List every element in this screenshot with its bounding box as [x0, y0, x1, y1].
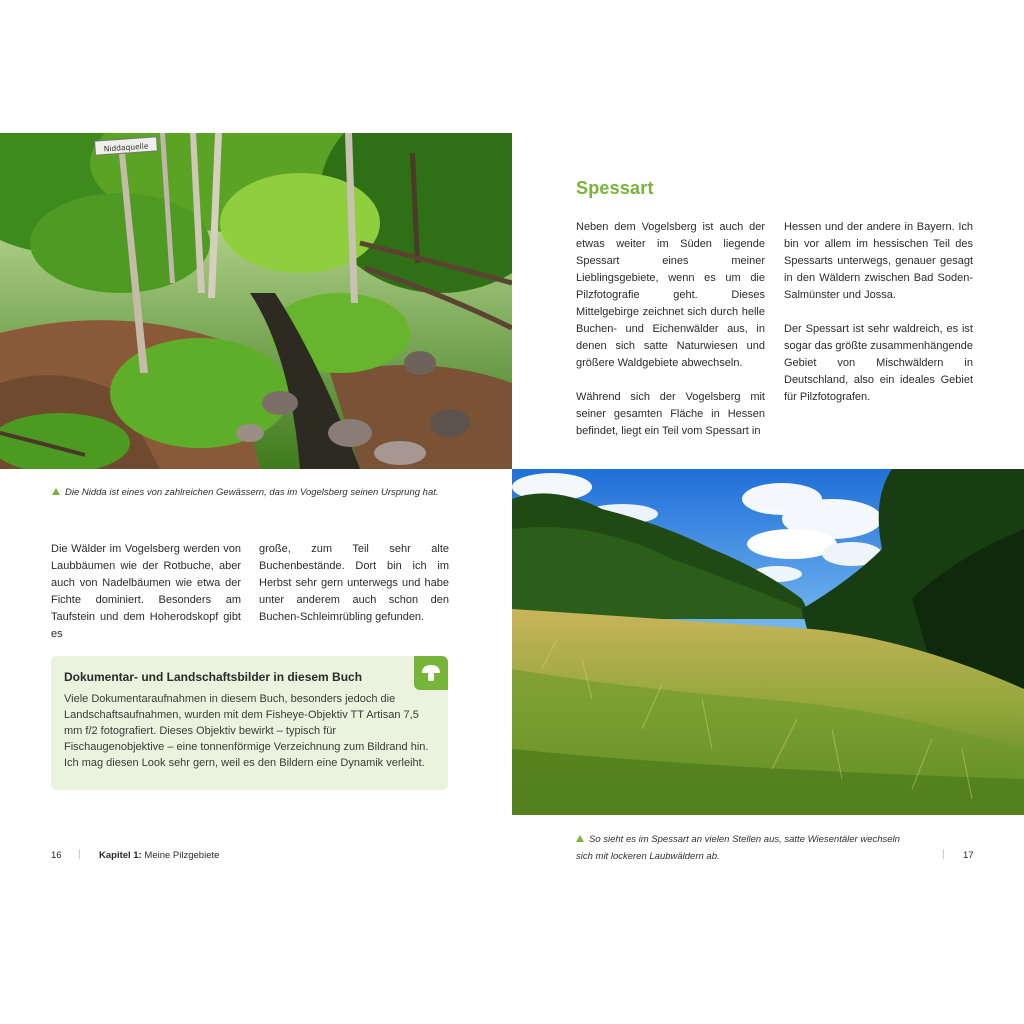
paragraph: Der Spessart ist sehr waldreich, es ist sogar das größte zusammenhängende Gebiet von Mischwäldern in Deutschland, also ein ideales Gebiet für Pilzfotografen. [784, 323, 973, 403]
paragraph: Neben dem Vogelsberg ist auch der etwas weiter im Süden liegende Spessart eines meiner Lieblingsgebiete, wenn es um die Pilzfotografie geht. Dieses Mittelgebirge zeichnet sich durch helle Buchen- und Eichenwälder aus, in denen sich satte Naturwiesen und größere Waldgebiete abwechseln. [576, 221, 765, 369]
chapter-title: Meine Pilzgebiete [144, 850, 220, 861]
paragraph: Die Wälder im Vogelsberg werden von Laubbäumen wie der Rotbuche, aber auch von Nadelbäumen wie etwa der Fichte dominiert. Besonders am Taufstein und dem Hoherodskopf gibt es [51, 543, 241, 640]
mushroom-icon [414, 656, 448, 690]
triangle-up-icon [576, 835, 584, 842]
paragraph: große, zum Teil sehr alte Buchenbestände. Dort bin ich im Herbst sehr gern unterwegs und habe unter anderem auch schon den Buchen-Schleimrübling gefunden. [259, 543, 449, 623]
paragraph: Hessen und der andere in Bayern. Ich bin vor allem im hessischen Teil des Spessarts unterwegs, genauer gesagt in den Wäldern zwischen Bad Soden-Salmünster und Jossa. [784, 221, 973, 301]
meadow-photo [512, 469, 1024, 815]
footer-separator: | [78, 849, 81, 860]
info-box-text: Viele Dokumentaraufnahmen in diesem Buch, besonders jedoch die Landschaftsaufnahmen, wurden mit dem Fisheye-Objektiv TT Artisan 7,5 mm f/2 fotografiert. Dieses Objektiv bewirkt – typisch für Fischaugenobjektive – eine tonnenförmige Verzeichnung zum Bildrand hin. Ich mag diesen Look sehr gern, weil es den Bildern eine Dynamik verleiht. [64, 693, 429, 769]
triangle-up-icon [52, 488, 60, 495]
info-box [51, 656, 448, 790]
forest-stream-photo [0, 133, 512, 469]
body-text-column [576, 219, 765, 440]
info-box-title: Dokumentar- und Landschaftsbilder in diesem Buch [64, 670, 363, 684]
page-number-left: 16 [51, 850, 62, 861]
chapter-label [99, 850, 219, 861]
paragraph: Während sich der Vogelsberg mit seiner gesamten Fläche in Hessen befindet, liegt ein Teil vom Spessart in [576, 391, 765, 437]
photo-caption-right [576, 831, 906, 865]
caption-text: Die Nidda ist eines von zahlreichen Gewässern, das im Vogelsberg seinen Ursprung hat. [65, 487, 439, 498]
photo-caption-left [52, 484, 492, 501]
sign-text: Niddaquelle [103, 141, 149, 154]
body-text-column [51, 541, 241, 643]
body-text-column [259, 541, 449, 626]
section-heading: Spessart [576, 178, 654, 198]
chapter-prefix: Kapitel 1: [99, 850, 142, 861]
footer-separator: | [942, 849, 945, 860]
body-text-column [784, 219, 973, 406]
caption-text: So sieht es im Spessart an vielen Stellen aus, satte Wiesentäler wechseln sich mit lockeren Laubwäldern ab. [576, 834, 900, 862]
page-number-right: 17 [963, 850, 974, 861]
